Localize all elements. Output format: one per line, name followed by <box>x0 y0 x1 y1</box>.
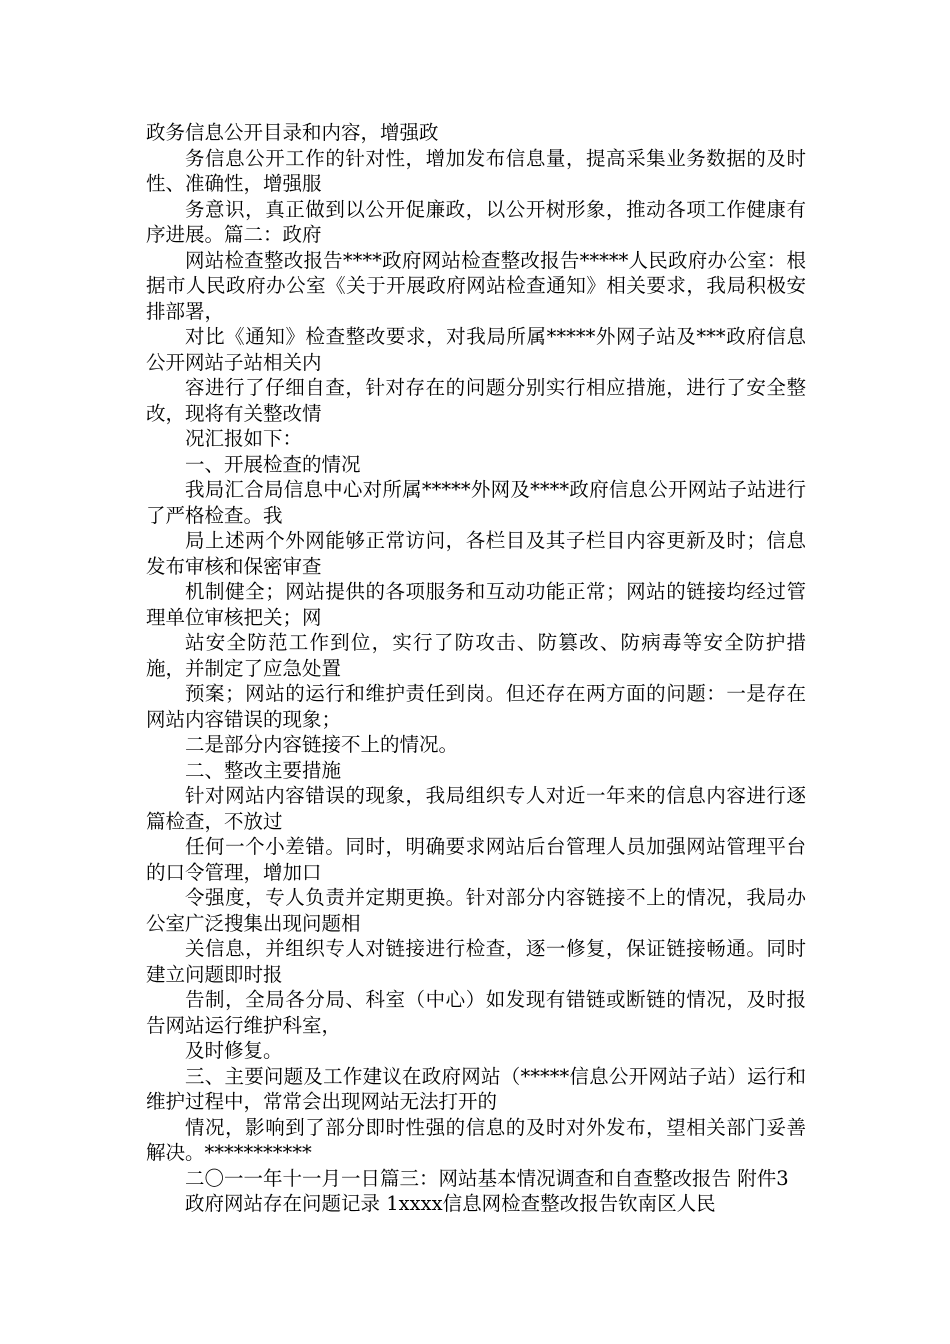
paragraph: 容进行了仔细自查，针对存在的问题分别实行相应措施，进行了安全整改，现将有关整改情 <box>146 376 806 425</box>
section-heading: 一、开展检查的情况 <box>185 452 361 476</box>
paragraph: 令强度，专人负责并定期更换。针对部分内容链接不上的情况，我局办公室广泛搜集出现问题相 <box>146 886 806 935</box>
paragraph: 政务信息公开目录和内容，增强政 <box>146 121 439 144</box>
paragraph: 务意识，真正做到以公开促廉政，以公开树形象，推动各项工作健康有序进展。篇二：政府 <box>146 197 806 246</box>
paragraph: 务信息公开工作的针对性，增加发布信息量，提高采集业务数据的及时性、准确性，增强服 <box>146 146 806 195</box>
paragraph: 二是部分内容链接不上的情况。 <box>185 733 459 756</box>
paragraph: 预案；网站的运行和维护责任到岗。但还存在两方面的问题：一是存在网站内容错误的现象； <box>146 682 806 731</box>
paragraph: 任何一个小差错。同时，明确要求网站后台管理人员加强网站管理平台的口令管理，增加口 <box>146 835 806 884</box>
paragraph: 机制健全；网站提供的各项服务和互动功能正常；网站的链接均经过管理单位审核把关；网 <box>146 580 806 629</box>
paragraph: 网站检查整改报告****政府网站检查整改报告*****人民政府办公室：根据市人民政府办公室《关于开展政府网站检查通知》相关要求，我局积极安排部署， <box>146 248 806 323</box>
paragraph: 情况，影响到了部分即时性强的信息的及时对外发布，望相关部门妥善解决。*********** <box>146 1115 806 1164</box>
paragraph: 二〇一一年十一月一日篇三：网站基本情况调查和自查整改报告 附件3 <box>185 1166 789 1190</box>
paragraph: 对比《通知》检查整改要求，对我局所属*****外网子站及***政府信息公开网站子站相关内 <box>146 325 806 374</box>
paragraph: 及时修复。 <box>185 1039 283 1062</box>
paragraph: 局上述两个外网能够正常访问，各栏目及其子栏目内容更新及时；信息发布审核和保密审查 <box>146 529 806 578</box>
section-heading: 二、整改主要措施 <box>185 758 342 782</box>
paragraph: 告制，全局各分局、科室（中心）如发现有错链或断链的情况，及时报告网站运行维护科室， <box>146 988 806 1037</box>
paragraph: 针对网站内容错误的现象，我局组织专人对近一年来的信息内容进行逐篇检查，不放过 <box>146 784 806 833</box>
document-page <box>146 120 806 1217</box>
paragraph: 关信息，并组织专人对链接进行检查，逐一修复，保证链接畅通。同时建立问题即时报 <box>146 937 806 986</box>
paragraph: 政府网站存在问题记录 1xxxx信息网检查整改报告钦南区人民 <box>185 1192 716 1215</box>
paragraph: 况汇报如下： <box>185 427 303 450</box>
paragraph: 站安全防范工作到位，实行了防攻击、防篡改、防病毒等安全防护措施，并制定了应急处置 <box>146 631 806 680</box>
paragraph: 三、主要问题及工作建议在政府网站（*****信息公开网站子站）运行和维护过程中，常常会出现网站无法打开的 <box>146 1064 806 1113</box>
paragraph: 我局汇合局信息中心对所属*****外网及****政府信息公开网站子站进行了严格检查。我 <box>146 478 806 527</box>
